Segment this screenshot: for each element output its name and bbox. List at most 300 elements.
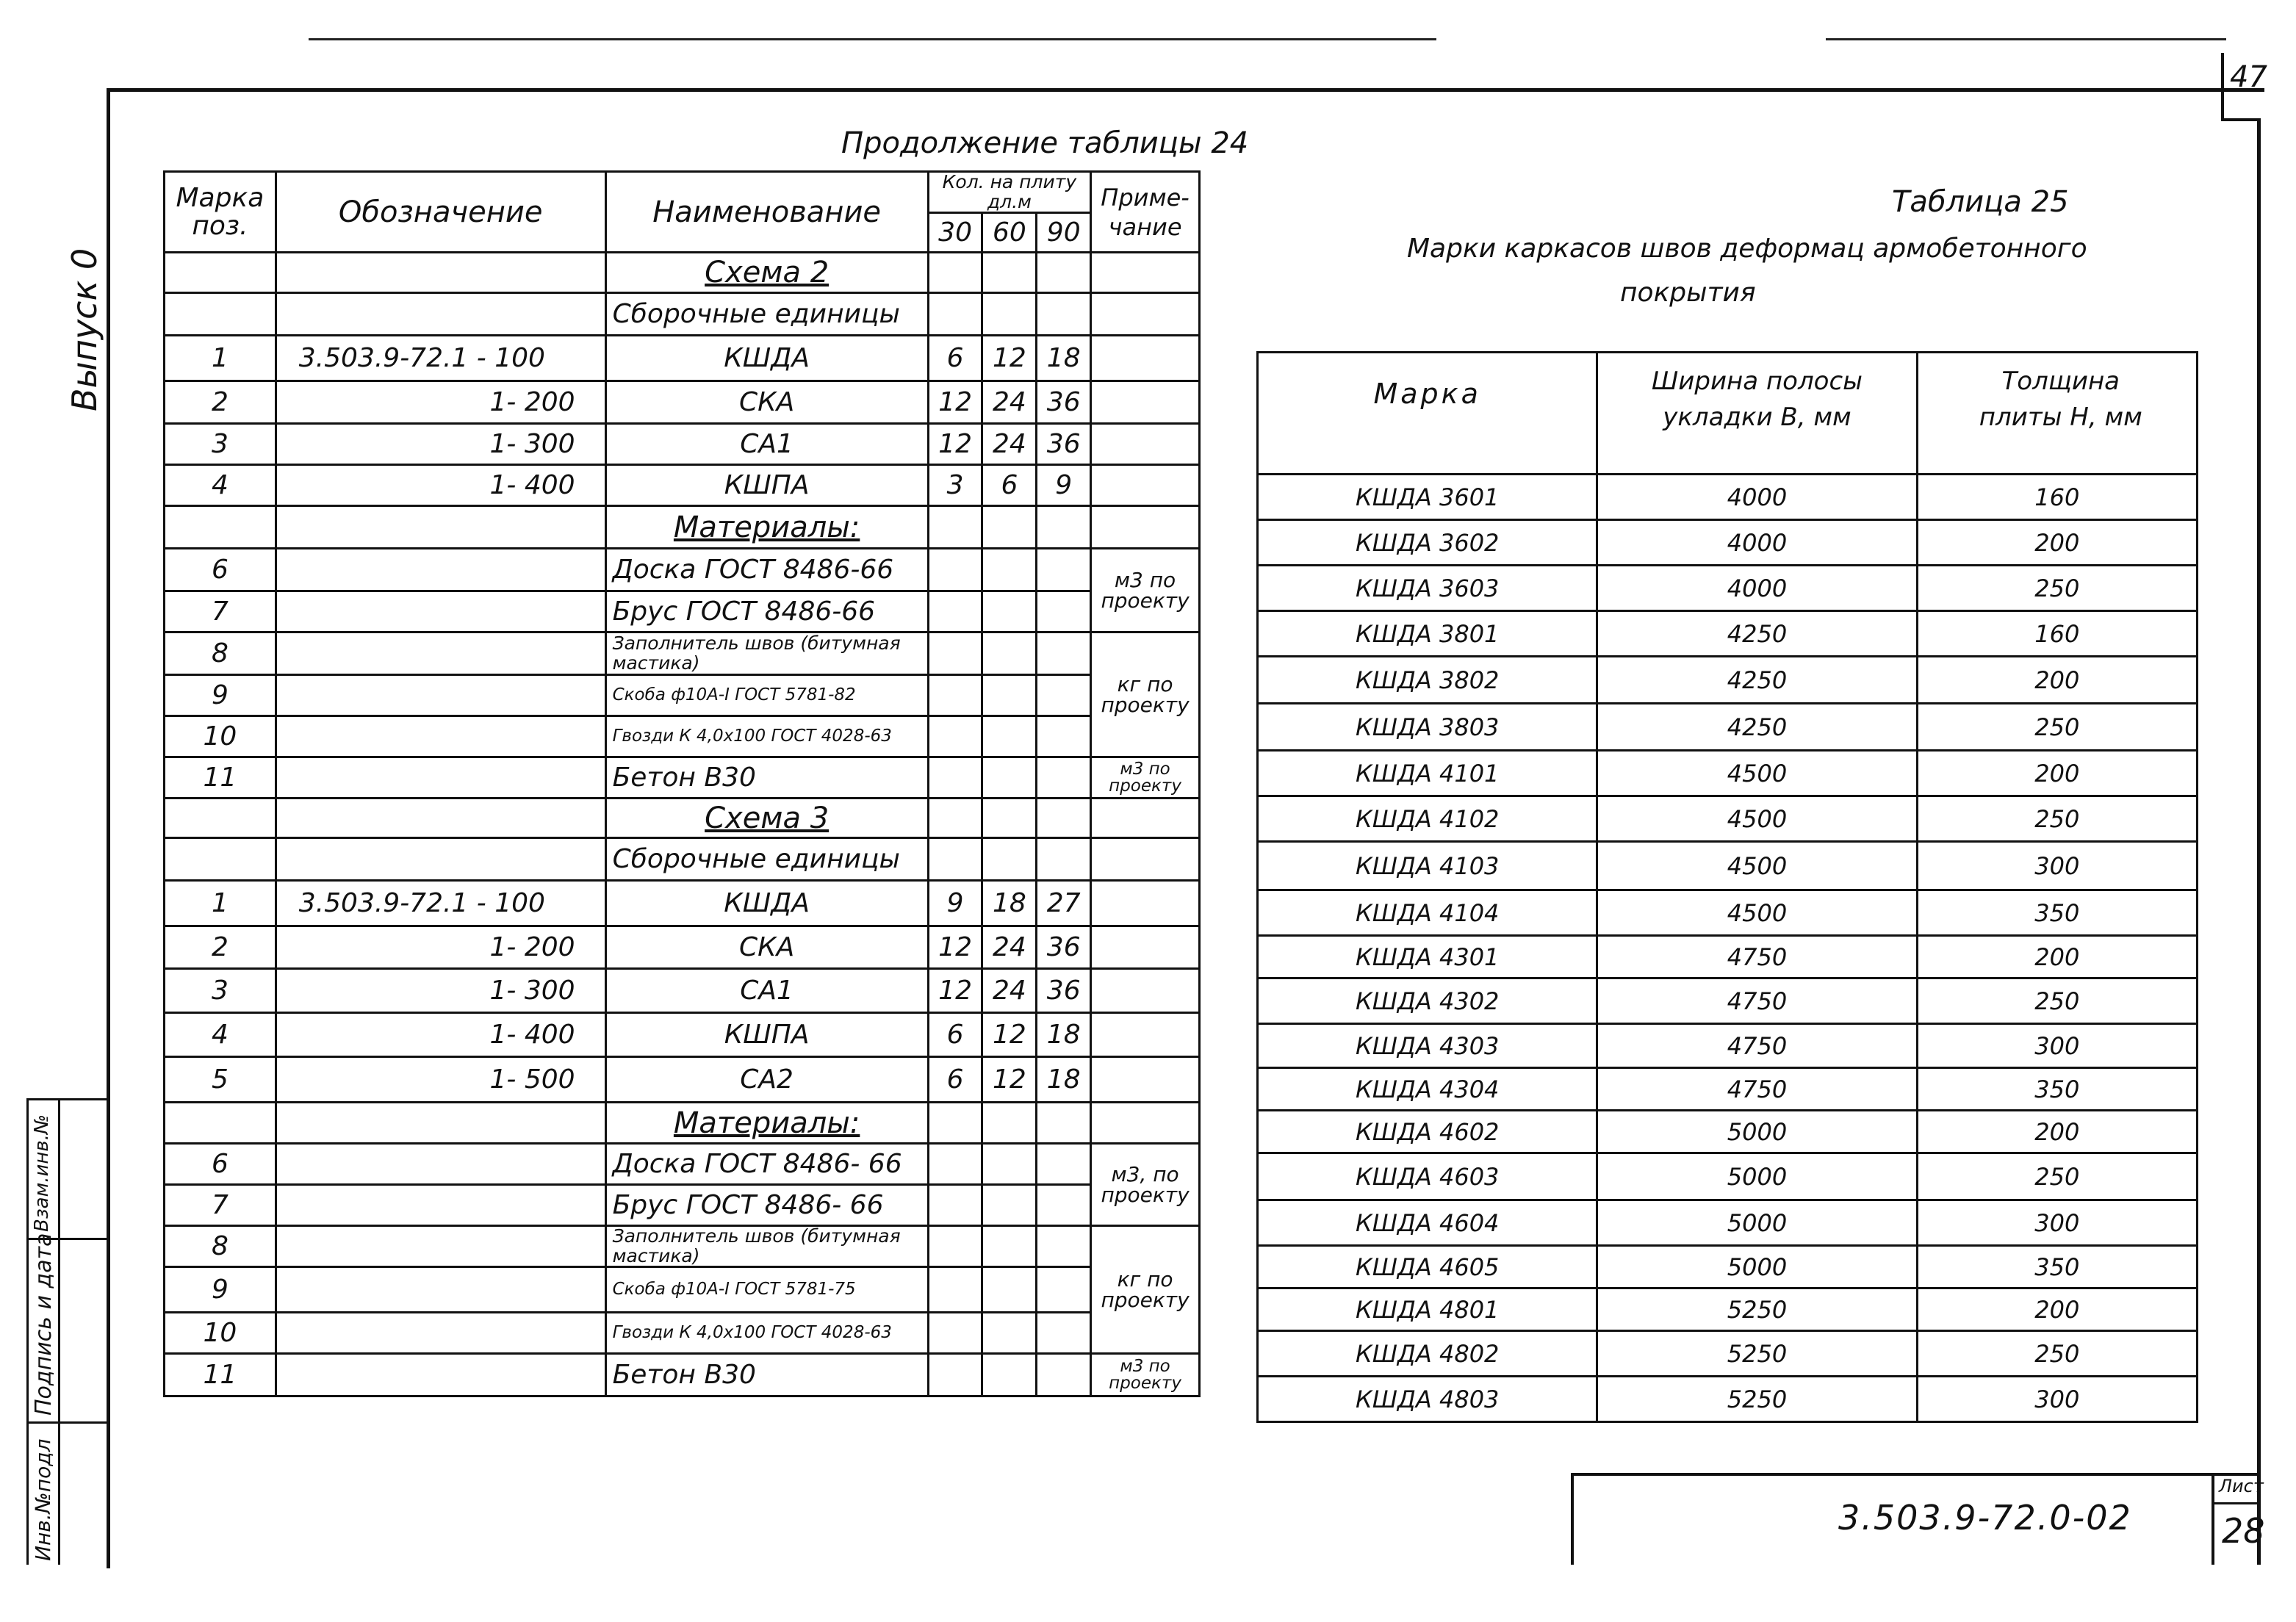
t25-header-mark: Марка [1258,353,1597,475]
cell-note [1091,1103,1200,1144]
cell-q60: 6 [982,465,1037,506]
cell-q30 [928,799,982,838]
t25-cell-width: 5250 [1597,1288,1917,1331]
cell-q90: 36 [1037,381,1091,424]
table25-row [1258,936,2198,978]
t25-cell-mark: КШДА 3601 [1258,475,1597,520]
t25-cell-mark: КШДА 4605 [1258,1246,1597,1288]
t25-cell-thickness: 300 [1917,1024,2197,1068]
cell-pos: 9 [165,675,276,716]
t25-cell-mark: КШДА 4603 [1258,1153,1597,1200]
table24-row [165,381,1200,424]
stamp-sign-date: Подпись и дата [31,1233,57,1416]
table24-row [165,1354,1200,1396]
cell-name: Скоба ф10А-I ГОСТ 5781-82 [605,675,928,716]
cell-designation: 1- 400 [276,1013,605,1057]
t25-cell-width: 5000 [1597,1153,1917,1200]
t25-header-width: Ширина полосы укладки В, мм [1597,353,1917,475]
table24-caption: Продолжение таблицы 24 [841,126,1249,160]
t25-cell-width: 4500 [1597,842,1917,890]
cell-q30 [928,293,982,336]
table24-row [165,506,1200,549]
cell-note [1091,926,1200,969]
cell-q30: 6 [928,336,982,381]
t25-cell-width: 4500 [1597,796,1917,842]
cell-q60 [982,716,1037,757]
table24-row [165,926,1200,969]
stamp-vzam-inv: Взам.инв.№ [31,1114,53,1232]
header-name: Наименование [605,172,928,253]
cell-note: кг по проекту [1091,1226,1200,1354]
cell-note [1091,424,1200,465]
table25-row [1258,475,2198,520]
cell-q90: 18 [1037,336,1091,381]
t25-cell-mark: КШДА 3802 [1258,657,1597,704]
table25-row [1258,1331,2198,1377]
cell-pos: 8 [165,1226,276,1267]
cell-pos: 2 [165,381,276,424]
cell-pos: 6 [165,549,276,591]
table24-row [165,675,1200,716]
cell-q90 [1037,506,1091,549]
cell-name: Заполнитель швов (битумная мастика) [605,632,928,675]
header-q90: 90 [1037,213,1091,253]
t25-cell-thickness: 200 [1917,1288,2197,1331]
cell-note [1091,799,1200,838]
cell-name: СА1 [605,424,928,465]
cell-note [1091,506,1200,549]
cell-pos [165,1103,276,1144]
t25-cell-mark: КШДА 4101 [1258,751,1597,796]
table25 [1256,351,2198,1423]
cell-designation [276,293,605,336]
cell-pos: 11 [165,1354,276,1396]
cell-q30 [928,675,982,716]
table24-row [165,253,1200,293]
cell-q90 [1037,1144,1091,1185]
t25-cell-mark: КШДА 4103 [1258,842,1597,890]
t25-cell-thickness: 200 [1917,1111,2197,1153]
cell-pos: 9 [165,1267,276,1313]
cell-pos: 3 [165,969,276,1013]
cell-name: СКА [605,381,928,424]
cell-note [1091,253,1200,293]
table25-row [1258,1377,2198,1422]
cell-q60: 24 [982,381,1037,424]
cell-name: КШПА [605,1013,928,1057]
cell-q90: 36 [1037,926,1091,969]
cell-name: Схема 2 [605,253,928,293]
table25-row [1258,520,2198,566]
cell-q30 [928,1185,982,1226]
cell-name: Гвозди К 4,0х100 ГОСТ 4028-63 [605,716,928,757]
header-note: Приме- чание [1091,172,1200,253]
cell-q90 [1037,632,1091,675]
cell-designation: 1- 200 [276,926,605,969]
cell-note [1091,838,1200,881]
table25-row [1258,704,2198,751]
t25-cell-thickness: 250 [1917,704,2197,751]
table24-row [165,1057,1200,1103]
cell-name: Гвозди К 4,0х100 ГОСТ 4028-63 [605,1313,928,1354]
cell-name: Сборочные единицы [605,838,928,881]
t25-cell-mark: КШДА 4802 [1258,1331,1597,1377]
t25-cell-mark: КШДА 4104 [1258,890,1597,936]
cell-q90: 27 [1037,881,1091,926]
cell-q30: 3 [928,465,982,506]
cell-q60 [982,1354,1037,1396]
t25-cell-thickness: 350 [1917,890,2197,936]
page-number-box [2221,53,2267,121]
t25-cell-width: 5000 [1597,1200,1917,1246]
cell-designation: 1- 400 [276,465,605,506]
stamp-strip [26,1098,107,1565]
cell-pos: 5 [165,1057,276,1103]
cell-note: кг по проекту [1091,632,1200,757]
cell-pos [165,506,276,549]
cell-q30 [928,1313,982,1354]
cell-q60 [982,1226,1037,1267]
t25-cell-mark: КШДА 4303 [1258,1024,1597,1068]
table25-title-line1: Марки каркасов швов деформац армобетонного [1407,234,2087,264]
cell-designation [276,799,605,838]
t25-cell-mark: КШДА 4102 [1258,796,1597,842]
cell-q60 [982,632,1037,675]
table25-row [1258,978,2198,1024]
cell-q90 [1037,1354,1091,1396]
cell-name: Бетон В30 [605,757,928,799]
cell-q60 [982,757,1037,799]
cell-note [1091,969,1200,1013]
cell-pos: 4 [165,1013,276,1057]
table25-row [1258,1111,2198,1153]
table25-row [1258,657,2198,704]
t25-cell-width: 4750 [1597,1068,1917,1111]
cell-q60: 24 [982,424,1037,465]
cell-designation: 3.503.9-72.1 - 100 [276,881,605,926]
stamp-col-2 [58,1098,60,1565]
cell-designation [276,1144,605,1185]
cell-note [1091,465,1200,506]
cell-q60: 18 [982,881,1037,926]
cell-designation [276,1313,605,1354]
cell-note [1091,1057,1200,1103]
cell-q30 [928,591,982,632]
cell-pos [165,253,276,293]
cell-designation [276,1267,605,1313]
cell-q30: 12 [928,424,982,465]
cell-pos: 2 [165,926,276,969]
cell-pos [165,799,276,838]
cell-name: СКА [605,926,928,969]
cell-q30 [928,838,982,881]
t25-cell-thickness: 250 [1917,1331,2197,1377]
cell-q30 [928,253,982,293]
header-qty: Кол. на плиту дл.м [928,172,1090,213]
cell-q60: 24 [982,926,1037,969]
t25-cell-width: 4750 [1597,978,1917,1024]
cell-pos: 1 [165,336,276,381]
cell-designation [276,1354,605,1396]
cell-pos: 8 [165,632,276,675]
cell-designation [276,716,605,757]
sheet-box [2212,1473,2265,1565]
stamp-inv-podl: Инв.№подл [31,1438,55,1561]
cell-note [1091,1013,1200,1057]
table24-row [165,1103,1200,1144]
t25-cell-mark: КШДА 4301 [1258,936,1597,978]
document-code: 3.503.9-72.0-02 [1838,1498,2132,1538]
table24-row [165,424,1200,465]
table25-row [1258,1288,2198,1331]
cell-note: м3, по проекту [1091,1144,1200,1226]
sheet-number: 28 [2222,1511,2265,1551]
cell-q90 [1037,799,1091,838]
table24-row [165,1144,1200,1185]
cell-pos: 3 [165,424,276,465]
cell-pos: 7 [165,591,276,632]
table25-label: Таблица 25 [1892,185,2069,219]
cell-q30: 9 [928,881,982,926]
t25-cell-thickness: 250 [1917,566,2197,611]
cell-designation: 1- 300 [276,424,605,465]
cell-name: КШПА [605,465,928,506]
table24 [163,170,1201,1397]
cell-pos [165,838,276,881]
t25-cell-mark: КШДА 3602 [1258,520,1597,566]
table24-row [165,969,1200,1013]
cell-q60 [982,1185,1037,1226]
t25-cell-width: 5000 [1597,1246,1917,1288]
table24-row [165,1313,1200,1354]
cell-note: м3 по проекту [1091,757,1200,799]
table24-row [165,336,1200,381]
cell-q60 [982,1144,1037,1185]
table24-row [165,591,1200,632]
cell-pos: 11 [165,757,276,799]
t25-cell-mark: КШДА 4602 [1258,1111,1597,1153]
cell-name: Сборочные единицы [605,293,928,336]
cell-q30: 6 [928,1013,982,1057]
cell-q90: 9 [1037,465,1091,506]
table25-row [1258,1024,2198,1068]
cell-q90: 36 [1037,424,1091,465]
top-rule-right [1826,38,2226,40]
t25-cell-width: 4750 [1597,1024,1917,1068]
cell-designation [276,757,605,799]
cell-q30: 6 [928,1057,982,1103]
t25-cell-thickness: 200 [1917,657,2197,704]
cell-name: Доска ГОСТ 8486- 66 [605,1144,928,1185]
table25-row [1258,796,2198,842]
t25-cell-mark: КШДА 3801 [1258,611,1597,657]
table24-row [165,1267,1200,1313]
t25-cell-width: 4000 [1597,520,1917,566]
t25-cell-mark: КШДА 4304 [1258,1068,1597,1111]
cell-name: КШДА [605,336,928,381]
t25-cell-thickness: 160 [1917,475,2197,520]
cell-q60 [982,1313,1037,1354]
header-q60: 60 [982,213,1037,253]
page-number: 47 [2230,60,2267,94]
cell-q30: 12 [928,969,982,1013]
cell-designation: 1- 300 [276,969,605,1013]
cell-q60 [982,253,1037,293]
cell-q60: 12 [982,1057,1037,1103]
t25-cell-width: 4000 [1597,475,1917,520]
cell-designation [276,1103,605,1144]
cell-q90 [1037,1267,1091,1313]
cell-name: КШДА [605,881,928,926]
sheet-divider [2214,1502,2261,1504]
t25-cell-thickness: 350 [1917,1068,2197,1111]
cell-q30 [928,549,982,591]
cell-designation [276,632,605,675]
t25-cell-thickness: 250 [1917,796,2197,842]
cell-q60 [982,1103,1037,1144]
cell-q60 [982,293,1037,336]
table24-row [165,1185,1200,1226]
cell-designation [276,506,605,549]
table25-row [1258,566,2198,611]
cell-q30 [928,506,982,549]
t25-cell-width: 4250 [1597,704,1917,751]
cell-pos: 6 [165,1144,276,1185]
cell-designation [276,591,605,632]
header-q30: 30 [928,213,982,253]
cell-name: Бетон В30 [605,1354,928,1396]
t25-cell-thickness: 300 [1917,1377,2197,1422]
t25-cell-thickness: 160 [1917,611,2197,657]
cell-q60: 24 [982,969,1037,1013]
cell-q90 [1037,716,1091,757]
table25-row [1258,890,2198,936]
cell-designation [276,1185,605,1226]
t25-cell-thickness: 200 [1917,936,2197,978]
t25-cell-thickness: 250 [1917,1153,2197,1200]
header-mark: Марка поз. [165,172,276,253]
cell-pos: 1 [165,881,276,926]
t25-cell-width: 5250 [1597,1331,1917,1377]
table24-row [165,465,1200,506]
table25-row [1258,1068,2198,1111]
cell-q60: 12 [982,336,1037,381]
cell-note: м3 по проекту [1091,549,1200,632]
cell-q90 [1037,293,1091,336]
cell-designation [276,253,605,293]
title-block [1571,1473,2261,1565]
table24-row [165,632,1200,675]
cell-q30 [928,716,982,757]
cell-q90 [1037,253,1091,293]
t25-cell-thickness: 200 [1917,520,2197,566]
cell-name: СА2 [605,1057,928,1103]
t25-cell-thickness: 250 [1917,978,2197,1024]
cell-name: Заполнитель швов (битумная мастика) [605,1226,928,1267]
header-designation: Обозначение [276,172,605,253]
cell-q90 [1037,1103,1091,1144]
stamp-col-1 [26,1098,29,1565]
cell-q60 [982,1267,1037,1313]
table25-row [1258,1200,2198,1246]
cell-name: Брус ГОСТ 8486- 66 [605,1185,928,1226]
page-frame-right [2257,121,2261,1565]
cell-q60 [982,591,1037,632]
table25-row [1258,1153,2198,1200]
cell-name: Брус ГОСТ 8486-66 [605,591,928,632]
cell-q90: 36 [1037,969,1091,1013]
cell-q30 [928,632,982,675]
t25-header-thickness: Толщина плиты Н, мм [1917,353,2197,475]
t25-cell-width: 4750 [1597,936,1917,978]
cell-q90 [1037,675,1091,716]
table25-row [1258,842,2198,890]
table24-row [165,549,1200,591]
table25-row [1258,611,2198,657]
table24-row [165,838,1200,881]
t25-cell-width: 5000 [1597,1111,1917,1153]
t25-cell-thickness: 300 [1917,1200,2197,1246]
cell-note [1091,293,1200,336]
t25-cell-mark: КШДА 4801 [1258,1288,1597,1331]
table24-row [165,1226,1200,1267]
t25-cell-width: 5250 [1597,1377,1917,1422]
cell-q30: 12 [928,926,982,969]
cell-name: СА1 [605,969,928,1013]
cell-note [1091,881,1200,926]
t25-cell-mark: КШДА 4803 [1258,1377,1597,1422]
cell-q90 [1037,549,1091,591]
t25-cell-thickness: 200 [1917,751,2197,796]
table24-row [165,757,1200,799]
cell-note [1091,336,1200,381]
t25-cell-width: 4000 [1597,566,1917,611]
table25-title-line2: покрытия [1620,278,1756,308]
cell-designation: 1- 500 [276,1057,605,1103]
cell-pos: 10 [165,1313,276,1354]
cell-note [1091,381,1200,424]
cell-q60: 12 [982,1013,1037,1057]
t25-cell-mark: КШДА 4604 [1258,1200,1597,1246]
table25-row [1258,751,2198,796]
cell-designation: 1- 200 [276,381,605,424]
cell-pos: 4 [165,465,276,506]
t25-cell-width: 4250 [1597,657,1917,704]
cell-q60 [982,675,1037,716]
table24-row [165,716,1200,757]
cell-q90 [1037,1313,1091,1354]
cell-name: Доска ГОСТ 8486-66 [605,549,928,591]
table24-row [165,293,1200,336]
cell-designation [276,675,605,716]
t25-cell-thickness: 300 [1917,842,2197,890]
table25-row [1258,1246,2198,1288]
cell-q30 [928,1226,982,1267]
cell-q90 [1037,1226,1091,1267]
cell-q90 [1037,757,1091,799]
cell-note: м3 по проекту [1091,1354,1200,1396]
t25-cell-width: 4500 [1597,751,1917,796]
cell-designation [276,1226,605,1267]
cell-pos: 10 [165,716,276,757]
t25-cell-thickness: 350 [1917,1246,2197,1288]
table24-row [165,799,1200,838]
cell-pos: 7 [165,1185,276,1226]
cell-q30 [928,1103,982,1144]
table24-row [165,1013,1200,1057]
cell-q30 [928,1267,982,1313]
cell-name: Материалы: [605,506,928,549]
